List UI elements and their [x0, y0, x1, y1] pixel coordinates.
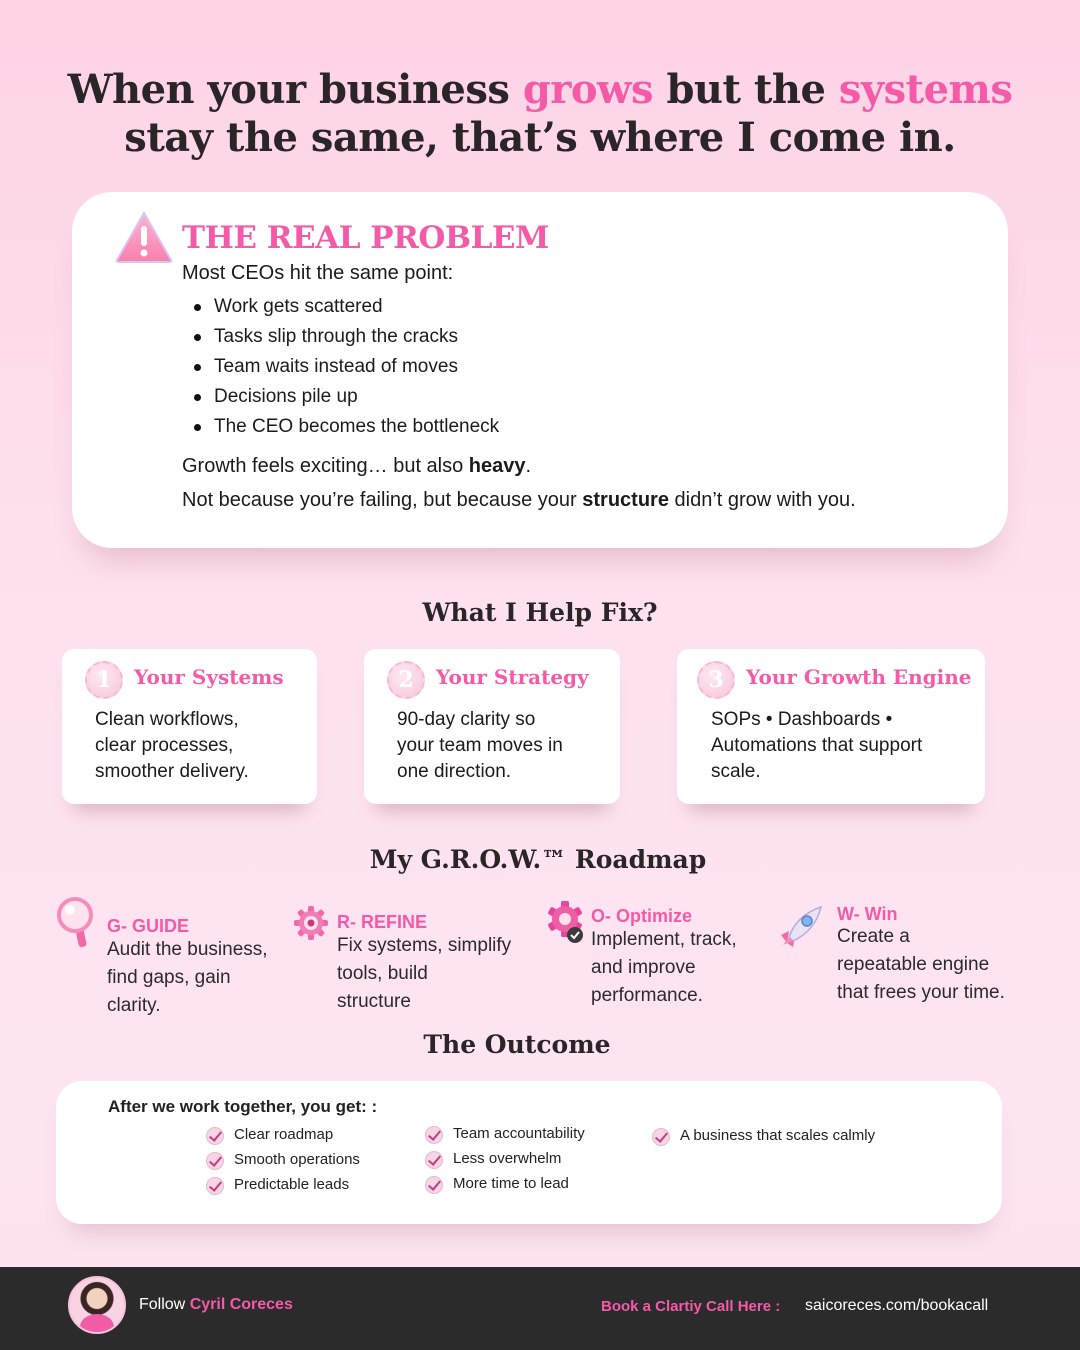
checkmark-icon [425, 1126, 443, 1144]
headline-text: but the [653, 66, 839, 113]
desc-line: structure [337, 991, 411, 1012]
growth-text-end: . [525, 455, 532, 477]
fix-card-desc [397, 707, 563, 785]
fix-card-growth-engine [677, 649, 985, 804]
gear-icon [293, 905, 329, 941]
outcome-item [206, 1125, 333, 1145]
outcome-item-label: A business that scales calmly [680, 1127, 876, 1144]
warning-icon [114, 210, 174, 264]
desc-line: tools, build [337, 963, 428, 984]
roadmap-step-desc [107, 936, 268, 1020]
outcome-item [425, 1174, 569, 1194]
structure-emphasis: structure [582, 489, 669, 511]
list-item: The CEO becomes the bottleneck [194, 412, 499, 442]
headline-line-2: stay the same, that’s where I come in. [124, 114, 956, 161]
desc-line: your team moves in [397, 735, 563, 756]
cog-settings-icon [545, 899, 587, 945]
fix-card-desc [711, 707, 922, 785]
roadmap-step-desc [837, 923, 1005, 1007]
outcome-title: The Outcome [423, 1030, 611, 1059]
fix-card-title: Your Strategy [436, 665, 589, 689]
headline-line-1 [0, 66, 1080, 114]
outcome-card [56, 1081, 1002, 1224]
number-badge: 3 [697, 661, 735, 699]
fix-card-systems [62, 649, 317, 804]
problem-intro: Most CEOs hit the same point: [182, 262, 454, 284]
desc-line: Audit the business, [107, 939, 268, 960]
structure-statement [182, 489, 856, 512]
follow-link[interactable] [139, 1296, 293, 1314]
problem-card [72, 192, 1008, 548]
follow-label: Follow [139, 1296, 190, 1313]
desc-line: and improve [591, 957, 696, 978]
checkmark-icon [206, 1152, 224, 1170]
growth-text: Growth feels exciting… but also [182, 455, 469, 477]
fix-card-title: Your Growth Engine [746, 665, 972, 689]
roadmap-step-title: G- GUIDE [107, 916, 190, 936]
roadmap-step-title: O- Optimize [591, 906, 693, 926]
outcome-item-label: Predictable leads [234, 1176, 350, 1193]
cta-label: Book a Clartiy Call Here : [601, 1298, 781, 1315]
roadmap-step-title: W- Win [837, 904, 898, 924]
headline [0, 66, 1080, 162]
desc-line: clarity. [107, 995, 161, 1016]
outcome-intro: After we work together, you get: : [108, 1097, 378, 1116]
checkmark-icon [206, 1127, 224, 1145]
outcome-item [652, 1126, 875, 1146]
roadmap-title: My G.R.O.W.™ Roadmap [369, 845, 707, 874]
outcome-item-label: Team accountability [453, 1125, 585, 1142]
desc-line: scale. [711, 761, 761, 782]
outcome-item [206, 1175, 349, 1195]
number-badge: 1 [85, 661, 123, 699]
list-item: Work gets scattered [194, 292, 499, 322]
desc-line: repeatable engine [837, 954, 990, 975]
avatar[interactable] [68, 1276, 126, 1334]
desc-line: smoother delivery. [95, 761, 249, 782]
outcome-item [425, 1124, 585, 1144]
desc-line: Clean workflows, [95, 709, 239, 730]
magnifier-icon [55, 897, 97, 947]
desc-line: SOPs • Dashboards • [711, 709, 893, 730]
fix-card-title: Your Systems [134, 665, 284, 689]
outcome-item-label: Less overwhelm [453, 1150, 562, 1167]
growth-statement [182, 455, 531, 478]
desc-line: Create a [837, 926, 910, 947]
fix-section-title: What I Help Fix? [422, 598, 658, 627]
booking-link[interactable]: saicoreces.com/bookacall [805, 1297, 989, 1314]
roadmap-step-desc [337, 932, 511, 1016]
desc-line: find gaps, gain [107, 967, 231, 988]
checkmark-icon [652, 1128, 670, 1146]
problem-list [194, 292, 499, 442]
author-name: Cyril Coreces [189, 1296, 293, 1313]
headline-highlight-systems: systems [838, 66, 1013, 113]
headline-text: When your business [67, 66, 523, 113]
outcome-item-label: Clear roadmap [234, 1126, 334, 1143]
rocket-icon [779, 903, 825, 947]
checkmark-icon [425, 1151, 443, 1169]
list-item: Team waits instead of moves [194, 352, 499, 382]
desc-line: that frees your time. [837, 982, 1005, 1003]
problem-title: THE REAL PROBLEM [182, 220, 549, 256]
structure-text: Not because you’re failing, but because your [182, 489, 583, 511]
desc-line: Implement, track, [591, 929, 737, 950]
outcome-item-label: Smooth operations [234, 1151, 360, 1168]
checkmark-icon [425, 1176, 443, 1194]
desc-line: clear processes, [95, 735, 234, 756]
number-badge: 2 [387, 661, 425, 699]
desc-line: one direction. [397, 761, 512, 782]
fix-card-strategy [364, 649, 620, 804]
list-item: Tasks slip through the cracks [194, 322, 499, 352]
headline-highlight-grows: grows [522, 66, 654, 113]
growth-emphasis: heavy [468, 455, 526, 477]
desc-line: performance. [591, 985, 703, 1006]
fix-card-desc [95, 707, 249, 785]
footer [0, 1267, 1080, 1350]
outcome-item-label: More time to lead [453, 1175, 569, 1192]
roadmap-step-title: R- REFINE [337, 912, 427, 932]
desc-line: 90-day clarity so [397, 709, 536, 730]
checkmark-icon [206, 1177, 224, 1195]
list-item: Decisions pile up [194, 382, 499, 412]
desc-line: Fix systems, simplify [337, 935, 512, 956]
outcome-item [425, 1149, 561, 1169]
desc-line: Automations that support [711, 735, 923, 756]
structure-text-end: didn’t grow with you. [668, 489, 856, 511]
outcome-item [206, 1150, 360, 1170]
roadmap-step-desc [591, 926, 737, 1010]
